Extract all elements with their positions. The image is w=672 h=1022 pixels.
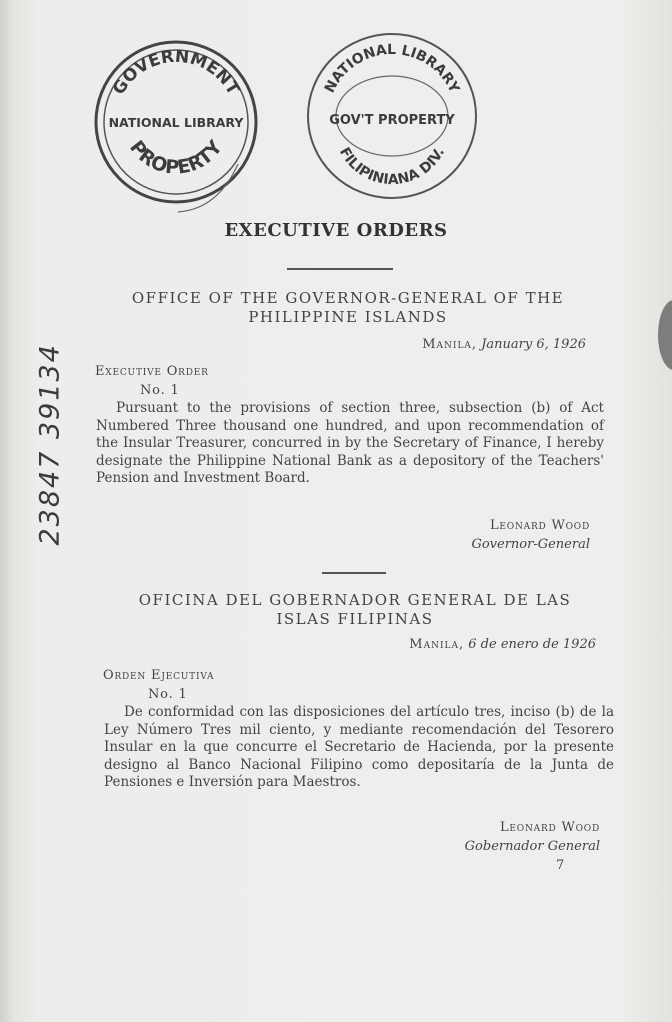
spanish-dateline bbox=[112, 637, 596, 652]
section-divider bbox=[322, 572, 386, 574]
spanish-office-heading bbox=[112, 591, 598, 629]
svg-text:PROPERTY bbox=[125, 136, 227, 178]
english-body bbox=[96, 400, 604, 488]
spanish-body bbox=[104, 704, 614, 792]
binding-shadow bbox=[658, 300, 672, 370]
stamp-left-middle-text: NATIONAL LIBRARY bbox=[108, 115, 244, 130]
svg-text:GOVERNMENT bbox=[109, 47, 243, 99]
spanish-signature bbox=[340, 818, 600, 856]
page-title: EXECUTIVE ORDERS bbox=[224, 220, 448, 241]
english-signer-title: Governor-General bbox=[471, 537, 590, 552]
english-date: January 6, 1926 bbox=[481, 337, 586, 352]
spanish-order-label bbox=[103, 666, 303, 704]
stamp-right-top-text: NATIONAL LIBRARY bbox=[321, 41, 463, 96]
spanish-signer-name: Leonard Wood bbox=[499, 820, 600, 835]
spanish-place: Manila, bbox=[409, 637, 465, 652]
library-stamp-right bbox=[300, 26, 486, 202]
spanish-order-title: Orden Ejecutiva bbox=[103, 668, 215, 683]
svg-text:FILIPINIANA DIV. bbox=[336, 145, 448, 188]
spanish-order-number: No. 1 bbox=[148, 687, 188, 702]
spanish-office-text: OFICINA DEL GOBERNADOR GENERAL DE LAS ISLAS FILIPINAS bbox=[138, 591, 572, 628]
spanish-body-text: De conformidad con las disposiciones del artículo tres, inciso (b) de la Ley Número Tres mil ciento, y mediante recomendación del Tesorero Insular en la que concurre el Secretario de Hacienda, por la presente designo al Banco Nacional Filipino como depositaría de la Junta de Pensiones e Inversión para Maestros. bbox=[104, 704, 614, 790]
spanish-signer-title: Gobernador General bbox=[464, 839, 600, 854]
english-order-number: No. 1 bbox=[140, 383, 180, 398]
stamp-left-bottom-text: PROPERTY bbox=[125, 136, 227, 179]
english-office-heading bbox=[112, 289, 584, 327]
title-divider bbox=[287, 268, 393, 270]
handwritten-catalog-number: 23847 39134 bbox=[34, 343, 66, 546]
stamp-left-top-text: GOVERNMENT bbox=[108, 46, 244, 99]
english-order-label bbox=[95, 362, 295, 400]
page-number: 7 bbox=[556, 858, 565, 873]
english-body-text: Pursuant to the provisions of section three, subsection (b) of Act Numbered Three thousand one hundred, and upon recommendation of the Insular Treasurer, concurred in by the Secretary of Finance, I hereby designate the Philippine National Bank as a depository of the Teachers' Pension and Investment Board. bbox=[96, 400, 604, 486]
english-signer-name: Leonard Wood bbox=[489, 518, 590, 533]
stamp-right-middle-text: GOV'T PROPERTY bbox=[329, 113, 455, 128]
english-signature bbox=[330, 516, 590, 554]
english-dateline bbox=[112, 337, 586, 352]
english-order-title: Executive Order bbox=[95, 364, 209, 379]
stamp-right-bottom-text: FILIPINIANA DIV. bbox=[335, 144, 449, 189]
library-stamp-left bbox=[88, 34, 264, 214]
english-place: Manila, bbox=[422, 337, 478, 352]
spanish-date: 6 de enero de 1926 bbox=[468, 637, 596, 652]
english-office-text: OFFICE OF THE GOVERNOR-GENERAL OF THE PHILIPPINE ISLANDS bbox=[131, 289, 565, 326]
